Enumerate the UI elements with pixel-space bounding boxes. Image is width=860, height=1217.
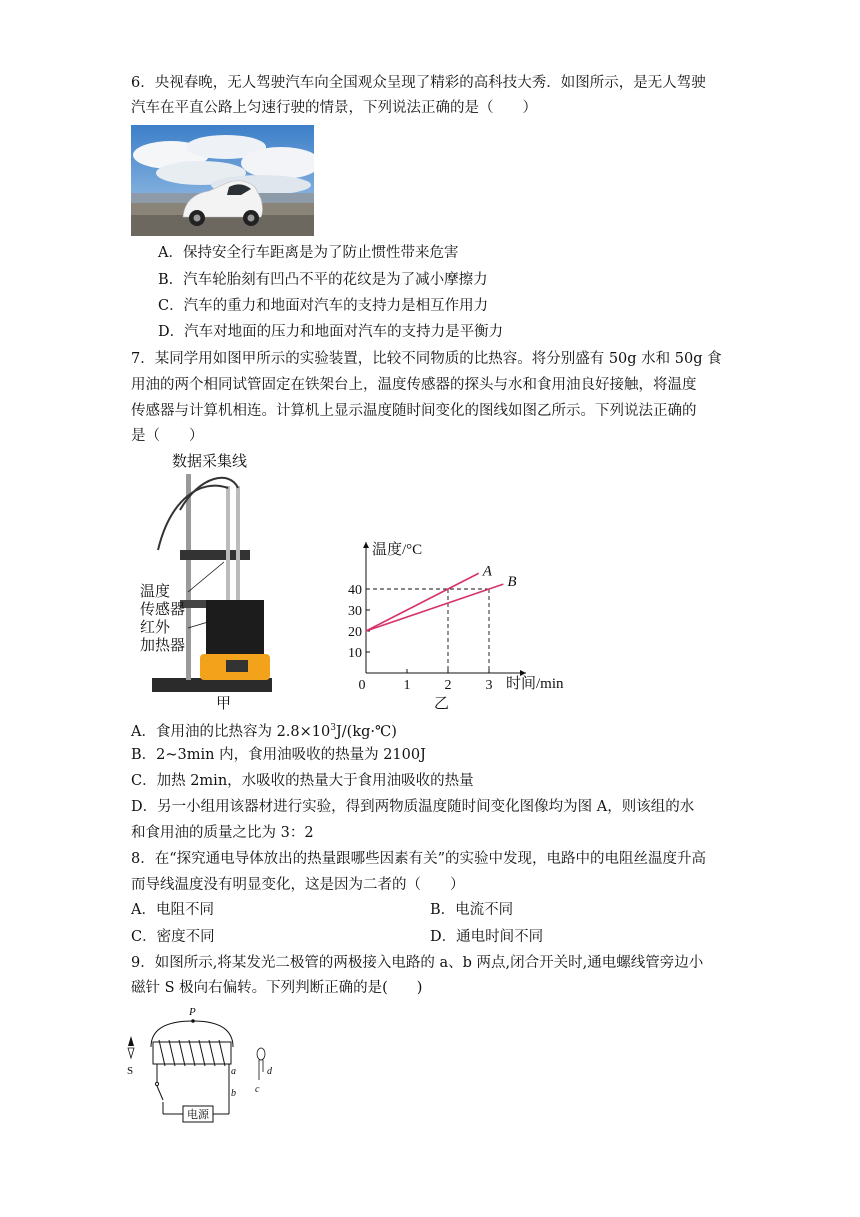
q7-option-a-post: J/(kg·℃) [335, 723, 397, 740]
q6-option-b: B．汽车轮胎刻有凹凸不平的花纹是为了减小摩擦力 [158, 272, 488, 288]
compass-needle-south [128, 1048, 134, 1058]
figure-yi-caption: 乙 [434, 696, 450, 712]
q9-stem-line1: 9．如图所示,将某发光二极管的两极接入电路的 a、b 两点,闭合开关时,通电螺线管旁边小 [131, 955, 704, 971]
q6-option-c: C．汽车的重力和地面对汽车的支持力是相互作用力 [158, 298, 489, 314]
point-a-label: a [231, 1066, 236, 1077]
q7-option-c: C．加热 2min，水吸收的热量大于食用油吸收的热量 [131, 773, 474, 789]
q7-stem-line3: 传感器与计算机相连。计算机上显示温度随时间变化的图线如图乙所示。下列说法正确的 [131, 403, 697, 419]
y-tick-label-30: 30 [348, 604, 362, 619]
series-label-A: A [482, 563, 492, 580]
led-d-label: d [267, 1066, 272, 1077]
q6-car-photo [131, 125, 314, 236]
led-bulb [257, 1048, 265, 1060]
figure-jia-caption: 甲 [216, 696, 232, 712]
q7-option-a [131, 718, 397, 742]
x-tick-label-1: 1 [403, 678, 411, 693]
q8-stem-line1: 8．在“探究通电导体放出的热量跟哪些因素有关”的实验中发现，电路中的电阻丝温度升高 [131, 851, 707, 867]
q7-option-a-sup: 3 [330, 723, 336, 733]
heater-label-1: 红外 [140, 620, 171, 636]
x-tick-label-3: 3 [485, 678, 493, 693]
y-axis-arrow [363, 542, 369, 548]
x-tick-label-2: 2 [444, 678, 452, 693]
q6-stem-line1: 6．央视春晚，无人驾驶汽车向全国观众呈现了精彩的高科技大秀．如图所示，是无人驾驶 [131, 75, 706, 91]
q7-option-a-pre: A．食用油的比热容为 2.8×10 [131, 723, 331, 740]
led-c-label: c [255, 1084, 260, 1095]
q6-stem-line2: 汽车在平直公路上匀速行驶的情景，下列说法正确的是（ ） [131, 100, 537, 116]
slider-wire [151, 1021, 233, 1047]
series-line-B [366, 584, 503, 631]
q8-option-c: C．密度不同 [131, 929, 215, 945]
x-tick-label-0: 0 [358, 678, 366, 693]
q8-option-b: B．电流不同 [430, 902, 514, 918]
y-tick-label-10: 10 [348, 646, 362, 661]
q6-option-a: A．保持安全行车距离是为了防止惯性带来危害 [158, 245, 459, 261]
series-label-B: B [507, 574, 517, 591]
switch [157, 1086, 163, 1100]
sensor-label-2: 传感器 [140, 602, 186, 618]
compass-s-label: S [127, 1065, 134, 1077]
q8-stem-line2: 而导线温度没有明显变化，这是因为二者的（ ） [131, 877, 465, 893]
q7-option-d-line2: 和食用油的质量之比为 3：2 [131, 825, 314, 841]
solenoid-coil [159, 1040, 225, 1066]
compass-needle-north [128, 1036, 134, 1046]
q7-figure [140, 450, 590, 715]
q7-stem-line1: 7．某同学用如图甲所示的实验装置，比较不同物质的比热容。将分别盛有 50g 水和 50g 食 [131, 351, 722, 367]
heater-label-2: 加热器 [140, 638, 186, 654]
q9-circuit-figure [125, 1002, 285, 1127]
q9-stem-line2: 磁针 S 极向右偏转。下列判断正确的是( ) [131, 980, 423, 996]
q7-stem-line4: 是（ ） [131, 428, 204, 444]
q8-option-a: A．电阻不同 [131, 902, 214, 918]
power-supply-label: 电源 [187, 1109, 209, 1121]
slider-p-label: P [189, 1006, 196, 1018]
q7-stem-line2: 用油的两个相同试管固定在铁架台上，温度传感器的探头与水和食用油良好接触，将温度 [131, 377, 697, 393]
point-b-label: b [231, 1088, 236, 1099]
chart-ylabel: 温度/°C [372, 542, 423, 558]
q8-option-d: D．通电时间不同 [430, 929, 544, 945]
sensor-label-1: 温度 [140, 584, 171, 600]
y-tick-label-40: 40 [348, 583, 362, 598]
series-line-A [366, 573, 479, 631]
q7-option-b: B．2~3min 内，食用油吸收的热量为 2100J [131, 747, 426, 763]
chart-xlabel: 时间/min [506, 676, 564, 692]
q6-option-d: D．汽车对地面的压力和地面对汽车的支持力是平衡力 [158, 324, 504, 340]
q7-option-d-line1: D．另一小组用该器材进行实验，得到两物质温度随时间变化图像均为图 A，则该组的水 [131, 799, 695, 815]
temperature-time-chart [348, 540, 564, 712]
y-tick-label-20: 20 [348, 625, 362, 640]
apparatus-figure [140, 452, 272, 712]
data-cable-label: 数据采集线 [172, 454, 248, 470]
